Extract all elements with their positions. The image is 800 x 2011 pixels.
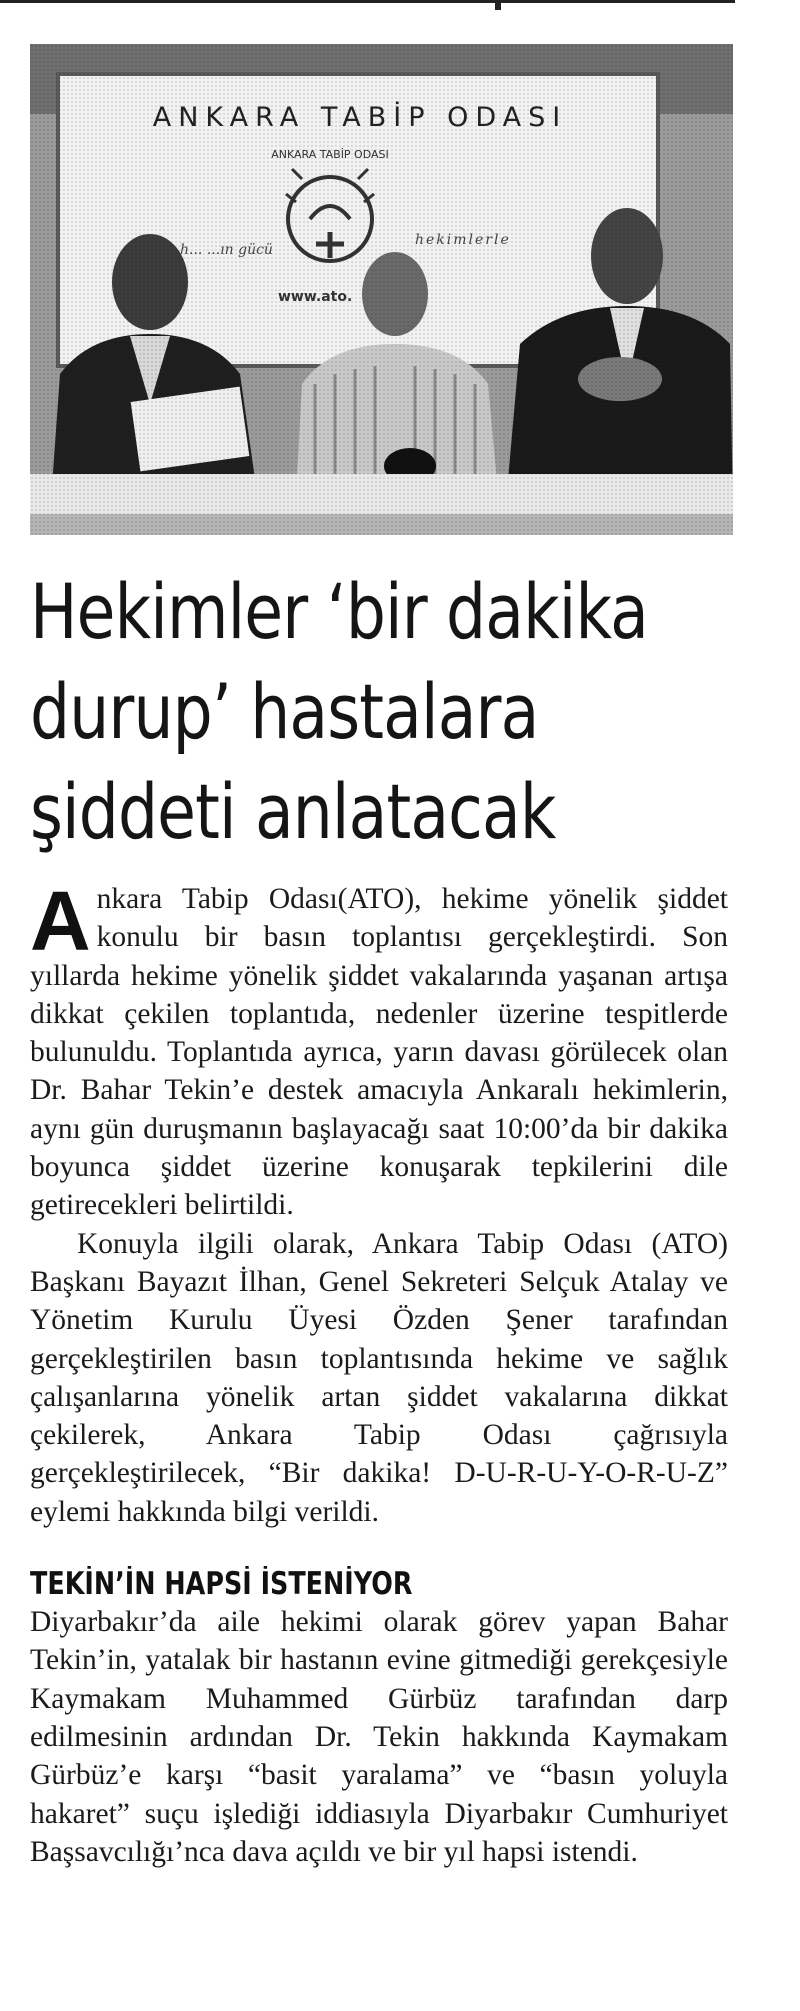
headline-line-2: durup’ hastalara <box>30 667 539 756</box>
photo-illustration <box>30 44 733 535</box>
headline <box>30 562 648 862</box>
top-rule-tick <box>495 0 501 10</box>
section-subhead: TEKİN’İN HAPSİ İSTENİYOR <box>30 1566 413 1603</box>
article-paragraph-1-text: nkara Tabip Odası(ATO), hekime yönelik şiddet konulu bir basın toplantısı gerçekleştirdi. Son yıllarda hekime yönelik şiddet vakalarında yaşanan artışa dikkat çekilen toplantıda, nedenler üzerine tespitlerde bulunuldu. Toplantıda ayrıca, yarın davası görülecek olan Dr. Bahar Tekin’e destek amacıyla Ankaralı hekimlerin, aynı gün duruşmanın başlayacağı saat 10:00’da bir dakika boyunca şiddet üzerine konuşarak tepkilerini dile getirecekleri belirtildi. <box>30 883 728 1222</box>
article-paragraph-2: Konuyla ilgili olarak, Ankara Tabip Odası (ATO) Başkanı Bayazıt İlhan, Genel Sekreteri Selçuk Atalay ve Yönetim Kurulu Üyesi Özden Şener tarafından gerçekleştirilen basın toplantısında hekime ve sağlık çalışanlarına yönelik artan şiddet vakalarına dikkat çekilerek, Ankara Tabip Odası çağrısıyla gerçekleştirilecek, “Bir dakika! D-U-R-U-Y-O-R-U-Z” eylemi hakkında bilgi verildi. <box>30 1227 728 1528</box>
article-paragraph-1 <box>30 874 728 1225</box>
top-rule <box>0 0 735 3</box>
drop-cap: A <box>30 874 91 968</box>
article-body <box>30 874 728 1871</box>
headline-line-3: şiddeti anlatacak <box>30 767 556 856</box>
press-conference-photo <box>30 44 733 535</box>
article-paragraph-3: Diyarbakır’da aile hekimi olarak görev yapan Bahar Tekin’in, yatalak bir hastanın evine gitmediği gerekçesiyle Kaymakam Muhammed Gürbüz tarafından darp edilmesinin ardından Dr. Tekin hakkında Kaymakam Gürbüz’e karşı “basit yaralama” ve “basın yoluyla hakaret” suçu işlediği iddiasıyla Diyarbakır Cumhuriyet Başsavcılığı’nca dava açıldı ve bir yıl hapsi istendi. <box>30 1606 728 1868</box>
headline-line-1: Hekimler ‘bir dakika <box>30 567 648 656</box>
